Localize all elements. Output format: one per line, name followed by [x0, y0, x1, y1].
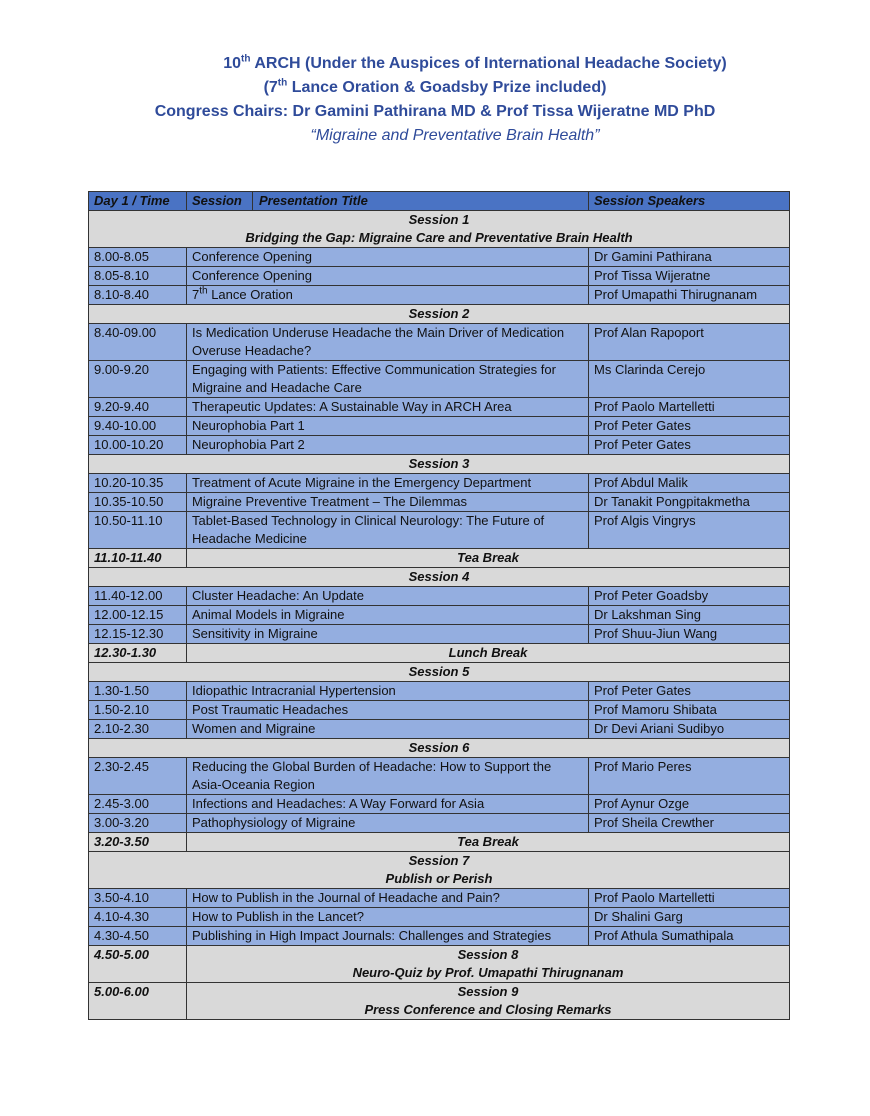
- header-speakers: Session Speakers: [589, 192, 790, 211]
- table-row: 9.20-9.40 Therapeutic Updates: A Sustainable Way in ARCH Area Prof Paolo Martelletti: [89, 398, 790, 417]
- table-row: 3.50-4.10 How to Publish in the Journal of Headache and Pain? Prof Paolo Martelletti: [89, 889, 790, 908]
- table-row: 2.10-2.30 Women and Migraine Dr Devi Ariani Sudibyo: [89, 720, 790, 739]
- table-row: 2.30-2.45 Reducing the Global Burden of Headache: How to Support the Asia-Oceania Region Prof Mario Peres: [89, 758, 790, 795]
- table-row: 4.30-4.50 Publishing in High Impact Journals: Challenges and Strategies Prof Athula Sumathipala: [89, 927, 790, 946]
- break-row: 3.20-3.50 Tea Break: [89, 833, 790, 852]
- table-row: 10.00-10.20 Neurophobia Part 2 Prof Peter Gates: [89, 436, 790, 455]
- table-row: 9.00-9.20 Engaging with Patients: Effective Communication Strategies for Migraine and Headache Care Ms Clarinda Cerejo: [89, 361, 790, 398]
- table-row: 11.40-12.00 Cluster Headache: An Update Prof Peter Goadsby: [89, 587, 790, 606]
- table-row: 12.00-12.15 Animal Models in Migraine Dr Lakshman Sing: [89, 606, 790, 625]
- table-row: 1.50-2.10 Post Traumatic Headaches Prof Mamoru Shibata: [89, 701, 790, 720]
- break-row: 5.00-6.00 Session 9 Press Conference and Closing Remarks: [89, 983, 790, 1020]
- session-row: Session 5: [89, 663, 790, 682]
- table-row: 10.50-11.10 Tablet-Based Technology in Clinical Neurology: The Future of Headache Medicine Prof Algis Vingrys: [89, 512, 790, 549]
- session-row: Session 2: [89, 305, 790, 324]
- programme-table: [88, 191, 790, 1020]
- table-row: 3.00-3.20 Pathophysiology of Migraine Prof Sheila Crewther: [89, 814, 790, 833]
- session-row: Session 1 Bridging the Gap: Migraine Care and Preventative Brain Health: [89, 211, 790, 248]
- session-row: Session 3: [89, 455, 790, 474]
- break-row: 12.30-1.30 Lunch Break: [89, 644, 790, 663]
- session-row: Session 4: [89, 568, 790, 587]
- session-row: Session 7 Publish or Perish: [89, 852, 790, 889]
- congress-chairs: Congress Chairs: Dr Gamini Pathirana MD & Prof Tissa Wijeratne MD PhD: [154, 103, 716, 120]
- table-header-row: [89, 192, 790, 211]
- table-row: 10.35-10.50 Migraine Preventive Treatment – The Dilemmas Dr Tanakit Pongpitakmetha: [89, 493, 790, 512]
- table-row: 2.45-3.00 Infections and Headaches: A Way Forward for Asia Prof Aynur Ozge: [89, 795, 790, 814]
- break-row: 4.50-5.00 Session 8 Neuro-Quiz by Prof. Umapathi Thirugnanam: [89, 946, 790, 983]
- document-header: [0, 52, 870, 148]
- header-session-title: Session Presentation Title: [187, 192, 589, 211]
- header-time: Day 1 / Time: [89, 192, 187, 211]
- event-subtitle: (7th Lance Oration & Goadsby Prize included): [263, 77, 607, 96]
- table-row: 8.05-8.10 Conference Opening Prof Tissa Wijeratne: [89, 267, 790, 286]
- session-row: Session 6: [89, 739, 790, 758]
- table-row: 1.30-1.50 Idiopathic Intracranial Hypertension Prof Peter Gates: [89, 682, 790, 701]
- table-row: 8.40-09.00 Is Medication Underuse Headache the Main Driver of Medication Overuse Headache? Prof Alan Rapoport: [89, 324, 790, 361]
- table-row: 9.40-10.00 Neurophobia Part 1 Prof Peter Gates: [89, 417, 790, 436]
- table-row: 10.20-10.35 Treatment of Acute Migraine in the Emergency Department Prof Abdul Malik: [89, 474, 790, 493]
- table-row: 12.15-12.30 Sensitivity in Migraine Prof Shuu-Jiun Wang: [89, 625, 790, 644]
- break-row: 11.10-11.40 Tea Break: [89, 549, 790, 568]
- event-title: 10th ARCH (Under the Auspices of International Headache Society): [223, 53, 727, 72]
- table-row: 8.00-8.05 Conference Opening Dr Gamini Pathirana: [89, 248, 790, 267]
- congress-theme: “Migraine and Preventative Brain Health”: [310, 127, 600, 144]
- table-row: 8.10-8.40 7th Lance Oration Prof Umapathi Thirugnanam: [89, 286, 790, 305]
- table-row: 4.10-4.30 How to Publish in the Lancet? Dr Shalini Garg: [89, 908, 790, 927]
